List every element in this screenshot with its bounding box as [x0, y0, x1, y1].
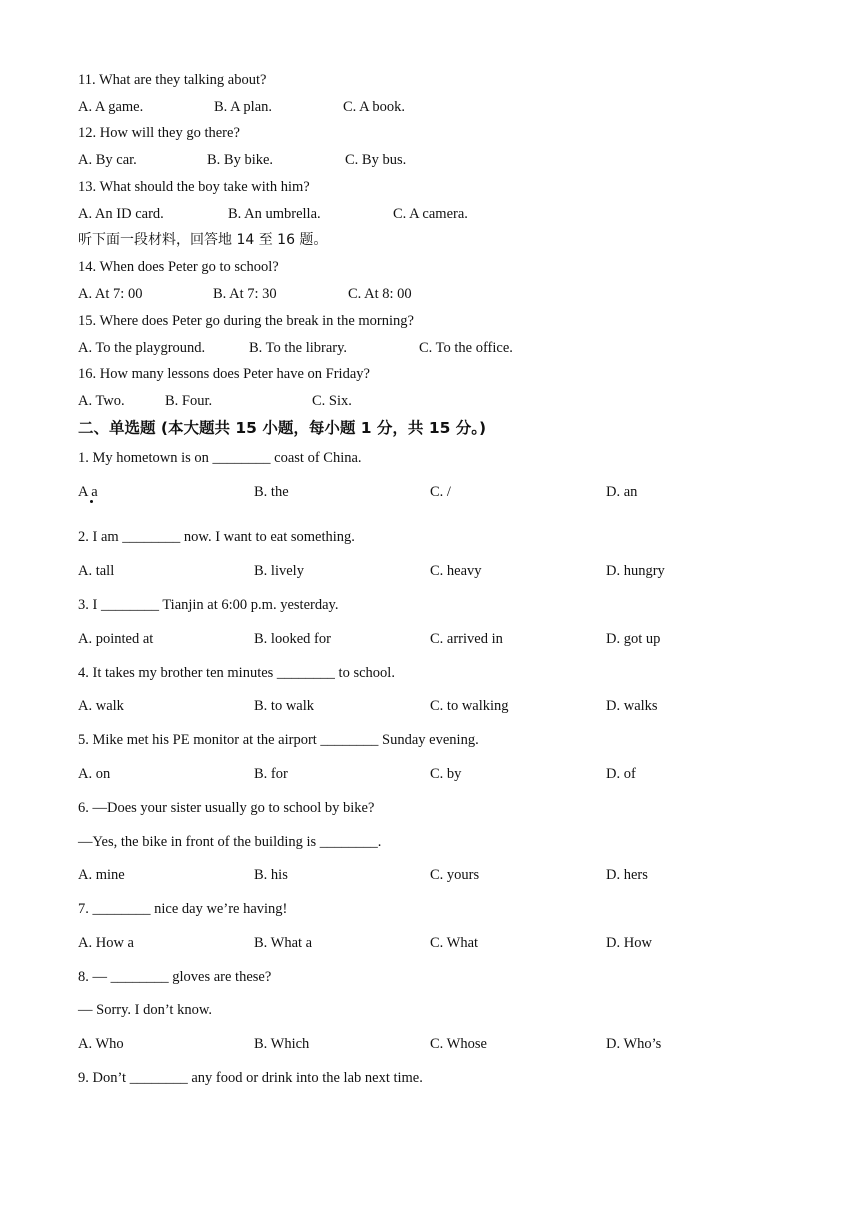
- question-text: 6. —Does your sister usually go to school by bike?: [78, 800, 375, 816]
- option-c: C. A book.: [343, 99, 406, 115]
- question-text: 7. ________ nice day we’re having!: [78, 901, 288, 917]
- option-a: A a: [78, 484, 98, 500]
- option-c: C. Whose: [430, 1036, 487, 1052]
- option-b: B. for: [254, 766, 288, 782]
- option-b: B. A plan.: [214, 99, 273, 115]
- option-c: C. By bus.: [345, 152, 407, 168]
- option-c: C. heavy: [430, 563, 482, 579]
- option-c: C. A camera.: [393, 206, 468, 222]
- option-a: A. Who: [78, 1036, 124, 1052]
- option-c: C. yours: [430, 867, 480, 883]
- option-a: A. An ID card.: [78, 206, 164, 222]
- question-text: 12. How will they go there?: [78, 125, 240, 141]
- option-c: C. to walking: [430, 698, 509, 714]
- option-c: C. What: [430, 935, 479, 951]
- stray-dot-mark: [90, 500, 93, 503]
- option-d: D. How: [606, 935, 652, 951]
- question-text: 15. Where does Peter go during the break in the morning?: [78, 313, 414, 329]
- question-text: 14. When does Peter go to school?: [78, 259, 279, 275]
- option-d: D. of: [606, 766, 636, 782]
- option-d: D. Who’s: [606, 1036, 662, 1052]
- question-text: 9. Don’t ________ any food or drink into the lab next time.: [78, 1070, 423, 1086]
- option-c: C. arrived in: [430, 631, 503, 647]
- option-b: B. To the library.: [249, 340, 348, 356]
- question-text: 13. What should the boy take with him?: [78, 179, 310, 195]
- question-text: 3. I ________ Tianjin at 6:00 p.m. yesterday.: [78, 597, 339, 613]
- option-b: B. By bike.: [207, 152, 274, 168]
- option-c: C. To the office.: [419, 340, 513, 356]
- question-text: 8. — ________ gloves are these?: [78, 969, 272, 985]
- question-text: 5. Mike met his PE monitor at the airport ________ Sunday evening.: [78, 732, 479, 748]
- section-heading: 二、单选题 (本大题共 15 小题，每小题 1 分，共 15 分。): [78, 419, 487, 437]
- option-c: C. Six.: [312, 393, 352, 409]
- option-d: D. an: [606, 484, 638, 500]
- question-text: 2. I am ________ now. I want to eat something.: [78, 529, 355, 545]
- option-b: B. to walk: [254, 698, 315, 714]
- option-b: B. the: [254, 484, 289, 500]
- option-c: C. by: [430, 766, 462, 782]
- question-response-text: —Yes, the bike in front of the building is ________.: [78, 834, 382, 850]
- section-instruction: 听下面一段材料，回答地 14 至 16 题。: [78, 232, 328, 248]
- option-a: A. on: [78, 766, 111, 782]
- question-text: 1. My hometown is on ________ coast of China.: [78, 450, 362, 466]
- option-a: A. Two.: [78, 393, 125, 409]
- option-b: B. Four.: [165, 393, 213, 409]
- option-b: B. lively: [254, 563, 304, 579]
- option-a: A. How a: [78, 935, 134, 951]
- option-b: B. Which: [254, 1036, 310, 1052]
- option-c: C. /: [430, 484, 451, 500]
- option-d: D. walks: [606, 698, 658, 714]
- option-d: D. hungry: [606, 563, 665, 579]
- option-a: A. tall: [78, 563, 115, 579]
- option-a: A. pointed at: [78, 631, 154, 647]
- question-response-text: — Sorry. I don’t know.: [78, 1002, 212, 1018]
- option-b: B. his: [254, 867, 288, 883]
- option-a: A. mine: [78, 867, 125, 883]
- option-c: C. At 8: 00: [348, 286, 412, 302]
- option-a: A. By car.: [78, 152, 137, 168]
- option-a: A. walk: [78, 698, 124, 714]
- question-text: 16. How many lessons does Peter have on Friday?: [78, 366, 370, 382]
- option-d: D. got up: [606, 631, 661, 647]
- question-text: 4. It takes my brother ten minutes ________ to school.: [78, 665, 395, 681]
- option-b: B. looked for: [254, 631, 331, 647]
- option-b: B. At 7: 30: [213, 286, 277, 302]
- question-text: 11. What are they talking about?: [78, 72, 267, 88]
- option-b: B. What a: [254, 935, 313, 951]
- option-a: A. A game.: [78, 99, 144, 115]
- option-b: B. An umbrella.: [228, 206, 321, 222]
- option-d: D. hers: [606, 867, 648, 883]
- option-a: A. To the playground.: [78, 340, 206, 356]
- option-a: A. At 7: 00: [78, 286, 143, 302]
